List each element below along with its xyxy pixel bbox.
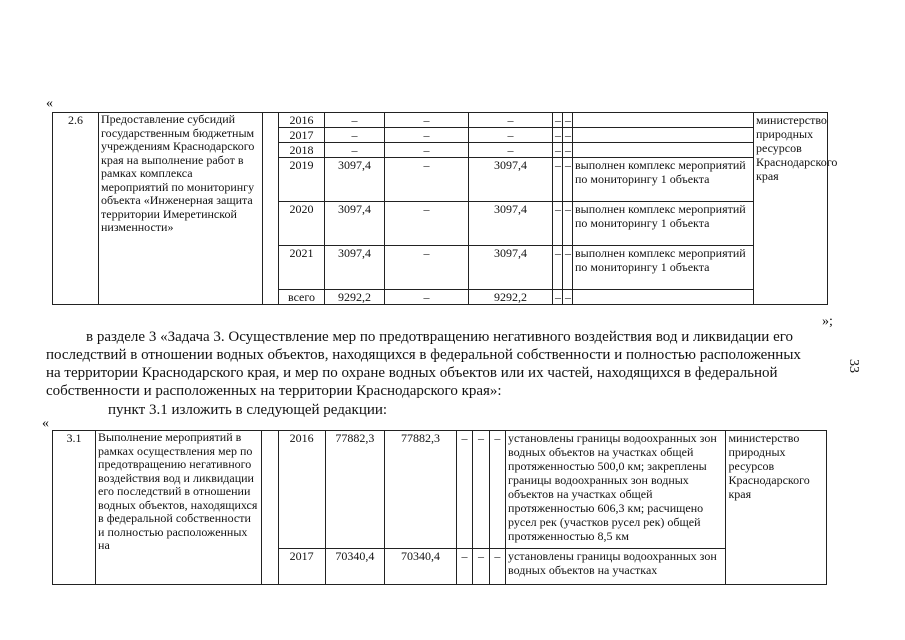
total-cell: – — [325, 143, 385, 158]
federal-cell: – — [385, 202, 469, 246]
federal-cell: 70340,4 — [385, 549, 457, 585]
federal-cell: – — [385, 113, 469, 128]
other-cell: – — [563, 128, 573, 143]
federal-cell: – — [385, 143, 469, 158]
year-cell: 2017 — [278, 549, 325, 585]
other-cell: – — [563, 143, 573, 158]
local-cell: – — [553, 246, 563, 290]
other-cell: – — [563, 246, 573, 290]
total-cell: 3097,4 — [325, 158, 385, 202]
result-cell — [573, 290, 754, 305]
measures-table-3-1 — [52, 430, 827, 585]
result-cell: установлены границы водоохранных зон водных объектов на участках общей протяженностью 500,0 км; закреплены границы водоохранных зон водных объектов на участках общей протяженностью 606,3 км; расчищено русел рек (участков русел рек) общей протяженностью 8,5 км — [506, 431, 726, 549]
result-cell — [573, 143, 754, 158]
year-cell: 2018 — [279, 143, 325, 158]
other-cell: – — [563, 113, 573, 128]
executor-cell: министерство природных ресурсов Краснодарского края — [754, 113, 828, 305]
measures-table-2-6 — [52, 112, 838, 305]
result-cell: выполнен комплекс мероприятий по мониторингу 1 объекта — [573, 202, 754, 246]
total-cell: 70340,4 — [325, 549, 384, 585]
federal-cell: 77882,3 — [385, 431, 457, 549]
regional-cell: – — [456, 431, 472, 549]
paragraph-line: на территории Краснодарского края, и мер по охране водных объектов или их частей, находящихся в федеральной — [46, 365, 778, 381]
regional-cell: – — [456, 549, 472, 585]
year-cell: 2021 — [279, 246, 325, 290]
regional-cell: – — [469, 143, 553, 158]
year-cell: 2019 — [279, 158, 325, 202]
paragraph-line: собственности и расположенных на территории Краснодарского края»: — [46, 383, 502, 399]
other-cell: – — [563, 290, 573, 305]
opening-quote: « — [46, 96, 53, 111]
other-cell: – — [489, 549, 505, 585]
regional-cell: – — [469, 128, 553, 143]
total-cell: – — [325, 113, 385, 128]
regional-cell: 3097,4 — [469, 202, 553, 246]
federal-cell: – — [385, 128, 469, 143]
local-cell: – — [473, 431, 489, 549]
result-cell — [573, 113, 754, 128]
regional-cell: 3097,4 — [469, 158, 553, 202]
other-cell: – — [563, 158, 573, 202]
row-number: 3.1 — [53, 431, 96, 585]
year-cell: 2016 — [278, 431, 325, 549]
spacer-cell — [263, 113, 279, 305]
other-cell: – — [563, 202, 573, 246]
executor-cell: министерство природных ресурсов Краснодарского края — [726, 431, 827, 585]
total-cell: – — [325, 128, 385, 143]
row-number: 2.6 — [53, 113, 99, 305]
federal-cell: – — [385, 246, 469, 290]
closing-quote: »; — [822, 314, 833, 329]
local-cell: – — [553, 290, 563, 305]
result-cell: выполнен комплекс мероприятий по мониторингу 1 объекта — [573, 158, 754, 202]
total-cell: 77882,3 — [325, 431, 384, 549]
local-cell: – — [553, 158, 563, 202]
federal-cell: – — [385, 158, 469, 202]
instruction-text: пункт 3.1 изложить в следующей редакции: — [108, 402, 388, 418]
other-cell: – — [489, 431, 505, 549]
year-cell: 2017 — [279, 128, 325, 143]
local-cell: – — [553, 143, 563, 158]
regional-cell: 9292,2 — [469, 290, 553, 305]
spacer-cell — [262, 431, 278, 585]
opening-quote: « — [42, 416, 49, 431]
page-number: 33 — [846, 359, 861, 373]
result-cell: установлены границы водоохранных зон водных объектов на участках — [506, 549, 726, 585]
federal-cell: – — [385, 290, 469, 305]
regional-cell: 3097,4 — [469, 246, 553, 290]
amendment-paragraph — [46, 328, 836, 400]
result-cell — [573, 128, 754, 143]
local-cell: – — [553, 202, 563, 246]
local-cell: – — [553, 128, 563, 143]
local-cell: – — [553, 113, 563, 128]
year-cell: 2020 — [279, 202, 325, 246]
total-cell: 3097,4 — [325, 202, 385, 246]
paragraph-line: в разделе 3 «Задача 3. Осуществление мер по предотвращению негативного воздействия вод и ликвидации его — [86, 329, 794, 345]
year-total-cell: всего — [279, 290, 325, 305]
total-cell: 3097,4 — [325, 246, 385, 290]
year-cell: 2016 — [279, 113, 325, 128]
measure-title: Предоставление субсидий государственным бюджетным учреждениям Краснодарского края на выполнение работ в рамках комплекса мероприятий по мониторингу объекта «Инженерная защита территории Имеретинской низменности» — [99, 113, 263, 305]
paragraph-line: последствий в отношении водных объектов, находящихся в федеральной собственности и полностью расположенных — [46, 347, 801, 363]
local-cell: – — [473, 549, 489, 585]
measure-title: Выполнение мероприятий в рамках осуществления мер по предотвращению негативного воздействия вод и ликвидации его последствий в отношении водных объектов, находящихся в федеральной собственности и полностью расположенных на — [96, 431, 262, 585]
result-cell: выполнен комплекс мероприятий по мониторингу 1 объекта — [573, 246, 754, 290]
regional-cell: – — [469, 113, 553, 128]
total-cell: 9292,2 — [325, 290, 385, 305]
